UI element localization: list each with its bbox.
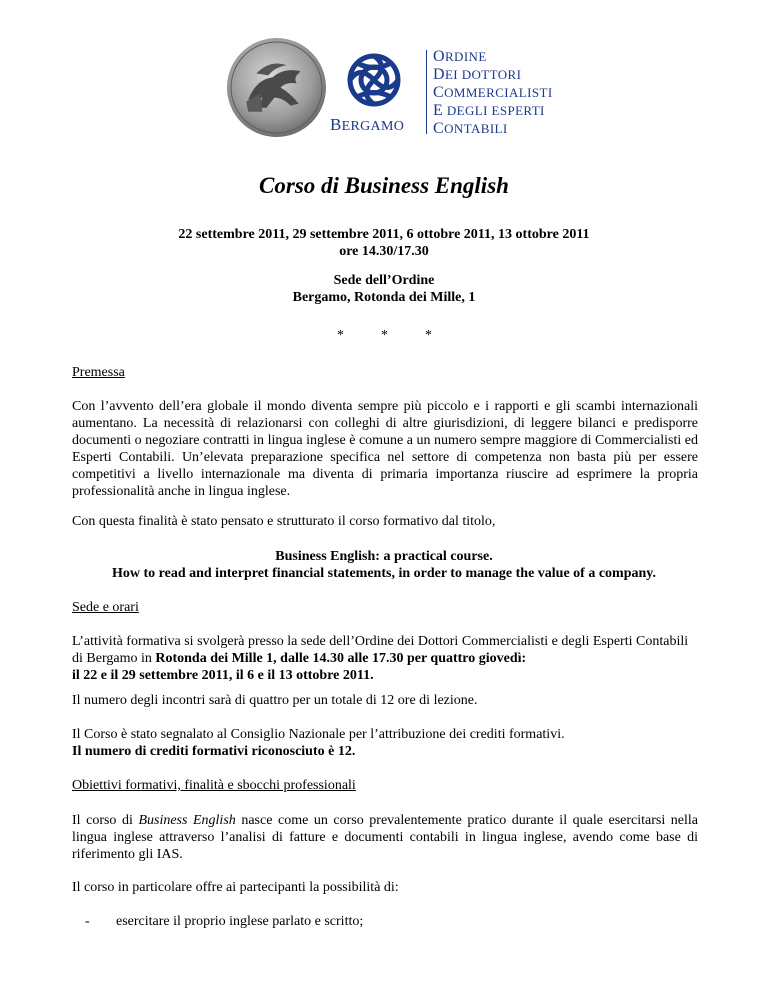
course-venue <box>40 272 728 306</box>
sede-crediti <box>72 726 698 760</box>
obiettivi-heading: Obiettivi formativi, finalità e sbocchi professionali <box>72 778 356 793</box>
organization-name <box>433 48 553 138</box>
crediti-line: Il Corso è stato segnalato al Consiglio Nazionale per l’attribuzione dei crediti formativi. <box>72 727 565 742</box>
org-line: DEI DOTTORI <box>433 66 522 83</box>
course-title-line1: Business English: a practical course. <box>275 549 493 564</box>
org-line: CONTABILI <box>433 120 508 137</box>
bullet-dash: - <box>85 914 90 929</box>
obiettivi-intro: Il corso in particolare offre ai partecipanti la possibilità di: <box>72 880 399 895</box>
crediti-number: Il numero di crediti formativi riconosciuto è 12. <box>72 744 356 759</box>
bullet-item: esercitare il proprio inglese parlato e scritto; <box>116 914 364 929</box>
premessa-intro: Con questa finalità è stato pensato e strutturato il corso formativo dal titolo, <box>72 514 496 529</box>
venue-address: Bergamo, Rotonda dei Mille, 1 <box>292 290 476 305</box>
separator-star: * <box>425 328 432 343</box>
course-title-line2: How to read and interpret financial statements, in order to manage the value of a company. <box>111 566 657 581</box>
logo-divider <box>426 50 427 134</box>
premessa-heading: Premessa <box>72 365 125 380</box>
venue-name: Sede dell’Ordine <box>333 273 435 288</box>
premessa-paragraph: Con l’avvento dell’era globale il mondo diventa sempre più piccolo e i rapporti e gli scambi internazionali aumentano. La necessità di relazionarsi con colleghi di altre giurisdizioni, di leggere bilanci e predisporre documenti o negoziare contratti in lingua inglese è comune a un numero sempre maggiore di Commercialisti ed Esperti Contabili. Un’elevata preparazione specifica nel settore di competenza non basta più per essere competitivi a livello internazionale ma diventa di primaria importanza riuscire ad esprimere la propria professionalità anche in lingua inglese. <box>72 399 698 499</box>
section-separator <box>0 328 768 348</box>
document-title: Corso di Business English <box>259 173 509 198</box>
org-line: E DEGLI ESPERTI <box>433 102 545 119</box>
city-label: BERGAMO <box>330 115 405 134</box>
course-dates <box>40 226 728 260</box>
separator-star: * <box>337 328 344 343</box>
separator-star: * <box>381 328 388 343</box>
sede-incontri: Il numero degli incontri sarà di quattro per un totale di 12 ore di lezione. <box>72 693 478 708</box>
time-line: ore 14.30/17.30 <box>339 244 429 259</box>
course-title-block <box>30 548 738 582</box>
org-line: ORDINE <box>433 48 487 65</box>
sede-heading: Sede e orari <box>72 600 139 615</box>
obiettivi-paragraph: Il corso di Business English nasce come un corso prevalentemente pratico durante il quale esercitarsi nella lingua inglese attraverso l’analisi di fatture e documenti contabili in lingua inglese, avendo come base di riferimento gli IAS. <box>72 813 699 862</box>
org-line: COMMERCIALISTI <box>433 84 553 101</box>
winged-lion-seal-icon <box>226 37 327 138</box>
dates-line: 22 settembre 2011, 29 settembre 2011, 6 ottobre 2011, 13 ottobre 2011 <box>178 227 590 242</box>
sede-paragraph: L’attività formativa si svolgerà presso la sede dell’Ordine dei Dottori Commercialisti e degli Esperti Contabili di Bergamo in Rotonda dei Mille 1, dalle 14.30 alle 17.30 per quattro giovedì: il 22 e il 29 settembre 2011, il 6 e il 13 ottobre 2011. <box>72 634 689 683</box>
